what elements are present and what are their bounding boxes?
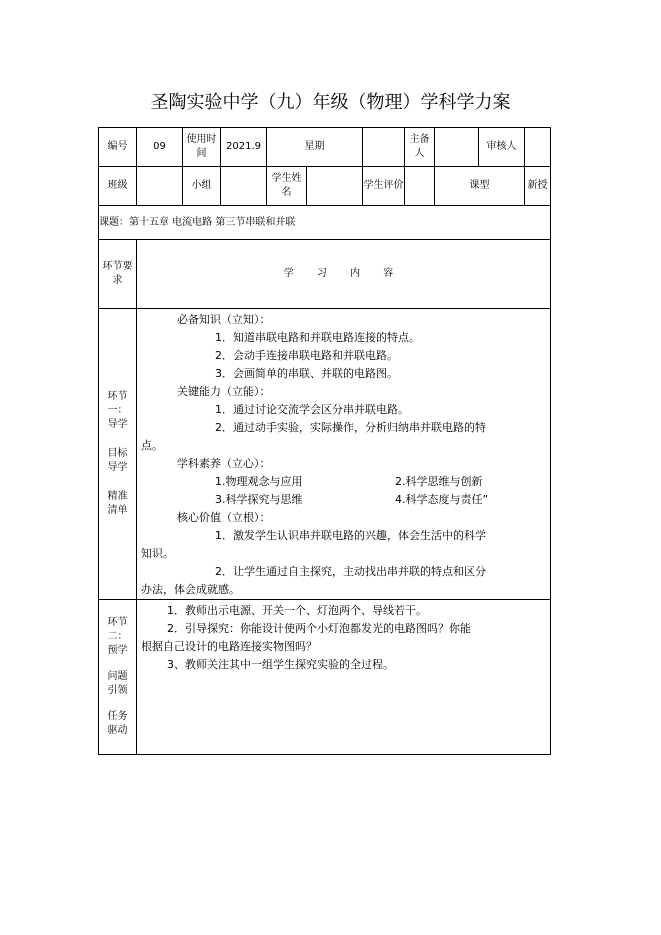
part2-side-label: 环节 二： 预学 问题 引领 任务 驱动 [99,600,137,755]
use-time-value: 2021.9 [221,128,267,167]
value-item: 1．激发学生认识串并联电路的兴趣，体会生活中的科学 [215,529,486,542]
value-item-cont: 知识。 [141,547,174,560]
weekday-value [363,128,405,167]
ability-item-cont: 点。 [141,439,163,452]
eval-label: 学生评价 [363,167,405,206]
knowledge-item: 3．会画简单的串联、并联的电路图。 [215,367,398,380]
lesson-topic: 课题：第十五章 电流电路 第三节串联和并联 [99,206,551,240]
task-item: 2．引导探究：你能设计使两个小灯泡都发光的电路图吗？你能 [167,622,471,635]
num-label: 编号 [99,128,137,167]
literacy-row: 1.物理观念与应用 2.科学思维与创新 [215,475,483,488]
value-item: 2．让学生通过自主探究，主动找出串并联的特点和区分 [215,565,486,578]
section-requirement-label: 环节要求 [99,240,137,309]
value-item-cont: 办法，体会成就感。 [141,583,240,596]
knowledge-item: 2．会动手连接串联电路和并联电路。 [215,349,398,362]
task-item: 1．教师出示电源、开关一个、灯泡两个、导线若干。 [167,604,427,617]
student-value [307,167,363,206]
task-item-cont: 根据自己设计的电路连接实物图吗？ [141,640,317,653]
value-title: 核心价值（立根）： [177,511,271,524]
knowledge-item: 1．知道串联电路和并联电路连接的特点。 [215,331,420,344]
part2-content [137,600,551,755]
literacy-title: 学科素养（立心）： [177,457,271,470]
literacy-row: 3.科学探究与思维 4.科学态度与责任” [215,493,489,506]
part1-side-label: 环节 一： 导学 目标 导学 精准 清单 [99,309,137,600]
use-time-label: 使用时间 [183,128,221,167]
reviewer-label: 审核人 [479,128,525,167]
class-label: 班级 [99,167,137,206]
group-label: 小组 [183,167,221,206]
type-value: 新授 [525,167,551,206]
group-value [221,167,267,206]
ability-item: 2．通过动手实验，实际操作，分析归纳串并联电路的特 [215,421,486,434]
weekday-label: 星期 [267,128,363,167]
ability-item: 1．通过讨论交流学会区分串并联电路。 [215,403,409,416]
section-content-label: 学 习 内 容 [137,240,551,309]
author-label: 主备人 [405,128,435,167]
class-value [137,167,183,206]
eval-value [405,167,435,206]
knowledge-title: 必备知识（立知）： [177,313,271,326]
reviewer-value [525,128,551,167]
ability-title: 关键能力（立能）： [177,385,271,398]
type-label: 课型 [435,167,525,206]
author-value [435,128,479,167]
document-title: 圣陶实验中学（九）年级（物理）学科学力案 [150,92,511,113]
num-value: 09 [137,128,183,167]
part1-content [137,309,551,600]
student-label: 学生姓名 [267,167,307,206]
task-item: 3、教师关注其中一组学生探究实验的全过程。 [167,658,394,671]
plan-table [98,127,550,755]
